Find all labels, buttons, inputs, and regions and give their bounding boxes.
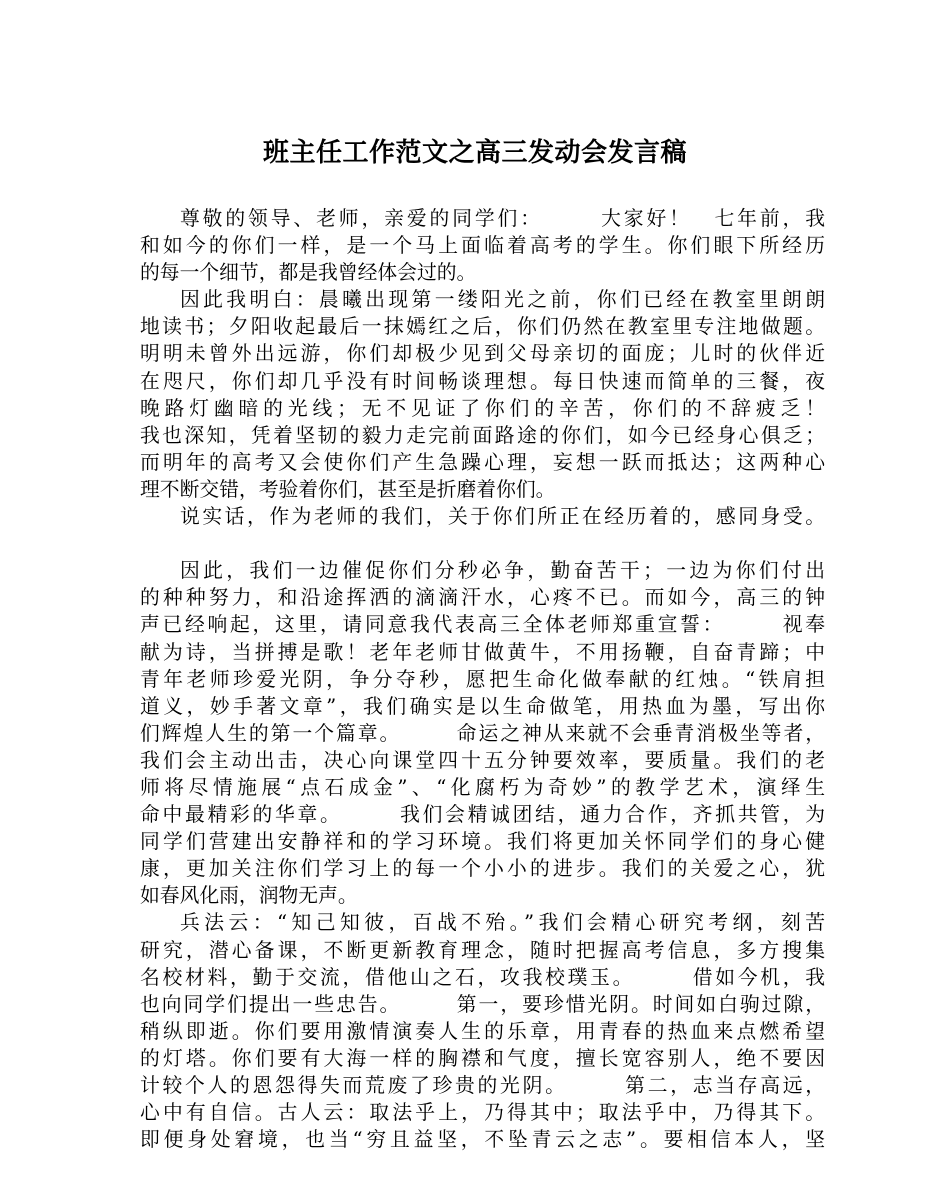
text-line: 的每一个细节，都是我曾经体会过的。	[140, 261, 477, 285]
text-line: 即便身处窘境，也当“穷且益坚，不坠青云之志”。要相信本人，坚	[140, 1128, 825, 1152]
text-line: 我们会主动出击，决心向课堂四十五分钟要效率，要质量。我们的老	[140, 748, 825, 772]
document-title: 班主任工作范文之高三发动会发言稿	[262, 138, 687, 168]
text-line: 我也深知，凭着坚韧的毅力走完前面路途的你们，如今已经身心俱乏；	[140, 423, 825, 447]
text-line: 的种种努力，和沿途挥洒的滴滴汗水，心疼不已。而如今，高三的钟	[140, 586, 825, 610]
text-line: 声已经响起，这里，请同意我代表高三全体老师郑重宣誓： 视奉	[140, 613, 825, 637]
text-line: 们辉煌人生的第一个篇章。 命运之神从来就不会垂青消极坐等者，	[140, 721, 825, 745]
document-body	[140, 205, 825, 1153]
text-line: 师将尽情施展“点石成金”、“化腐朽为奇妙”的教学艺术，演绎生	[140, 775, 825, 799]
text-line: 而明年的高考又会使你们产生急躁心理，妄想一跃而抵达；这两种心	[140, 450, 825, 474]
text-line: 青年老师珍爱光阴，争分夺秒，愿把生命化做奉献的红烛。“铁肩担	[140, 667, 825, 691]
text-line: 地读书；夕阳收起最后一抹嫣红之后，你们仍然在教室里专注地做题。	[140, 315, 825, 339]
text-line: 晚路灯幽暗的光线；无不见证了你们的辛苦，你们的不辞疲乏！	[140, 396, 825, 420]
text-line: 计较个人的恩怨得失而荒废了珍贵的光阴。 第二，志当存高远，	[140, 1074, 825, 1097]
text-line: 明明未曾外出远游，你们却极少见到父母亲切的面庞；儿时的伙伴近	[140, 342, 825, 366]
text-line: 如春风化雨，润物无声。	[140, 884, 358, 908]
text-line: 稍纵即逝。你们要用激情演奏人生的乐章，用青春的热血来点燃希望	[140, 1019, 825, 1043]
text-line: 理不断交错，考验着你们，甚至是折磨着你们。	[140, 477, 556, 501]
text-line: 名校材料，勤于交流，借他山之石，攻我校璞玉。 借如今机，我	[140, 965, 825, 989]
text-line: 在咫尺，你们却几乎没有时间畅谈理想。每日快速而简单的三餐，夜	[140, 369, 825, 393]
text-line: 道义，妙手著文章”，我们确实是以生命做笔，用热血为墨，写出你	[140, 694, 825, 718]
text-line: 研究，潜心备课，不断更新教育理念，随时把握高考信息，多方搜集	[140, 938, 825, 962]
text-line: 和如今的你们一样，是一个马上面临着高考的学生。你们眼下所经历	[140, 234, 825, 258]
text-line: 心中有自信。古人云：取法乎上，乃得其中；取法乎中，乃得其下。	[140, 1101, 825, 1125]
text-line: 兵法云：“知己知彼，百战不殆。”我们会精心研究考纲，刻苦	[180, 911, 825, 935]
text-line: 献为诗，当拼搏是歌！老年老师甘做黄牛，不用扬鞭，自奋青蹄；中	[140, 640, 825, 664]
text-line: 因此我明白：晨曦出现第一缕阳光之前，你们已经在教室里朗朗	[180, 288, 825, 312]
text-line: 命中最精彩的华章。 我们会精诚团结，通力合作，齐抓共管，为	[140, 803, 825, 827]
text-line: 同学们营建出安静祥和的学习环境。我们将更加关怀同学们的身心健	[140, 830, 825, 854]
text-line: 说实话，作为老师的我们，关于你们所正在经历着的，感同身受。	[180, 505, 825, 529]
text-line: 尊敬的领导、老师，亲爱的同学们： 大家好！ 七年前，我	[180, 207, 825, 230]
blank-line	[140, 530, 825, 557]
text-line: 因此，我们一边催促你们分秒必争，勤奋苦干；一边为你们付出	[180, 559, 825, 583]
text-line: 康，更加关注你们学习上的每一个小小的进步。我们的关爱之心，犹	[140, 857, 825, 881]
text-line: 的灯塔。你们要有大海一样的胸襟和气度，擅长宽容别人，绝不要因	[140, 1046, 825, 1070]
text-line: 也向同学们提出一些忠告。 第一，要珍惜光阴。时间如白驹过隙，	[140, 992, 825, 1016]
